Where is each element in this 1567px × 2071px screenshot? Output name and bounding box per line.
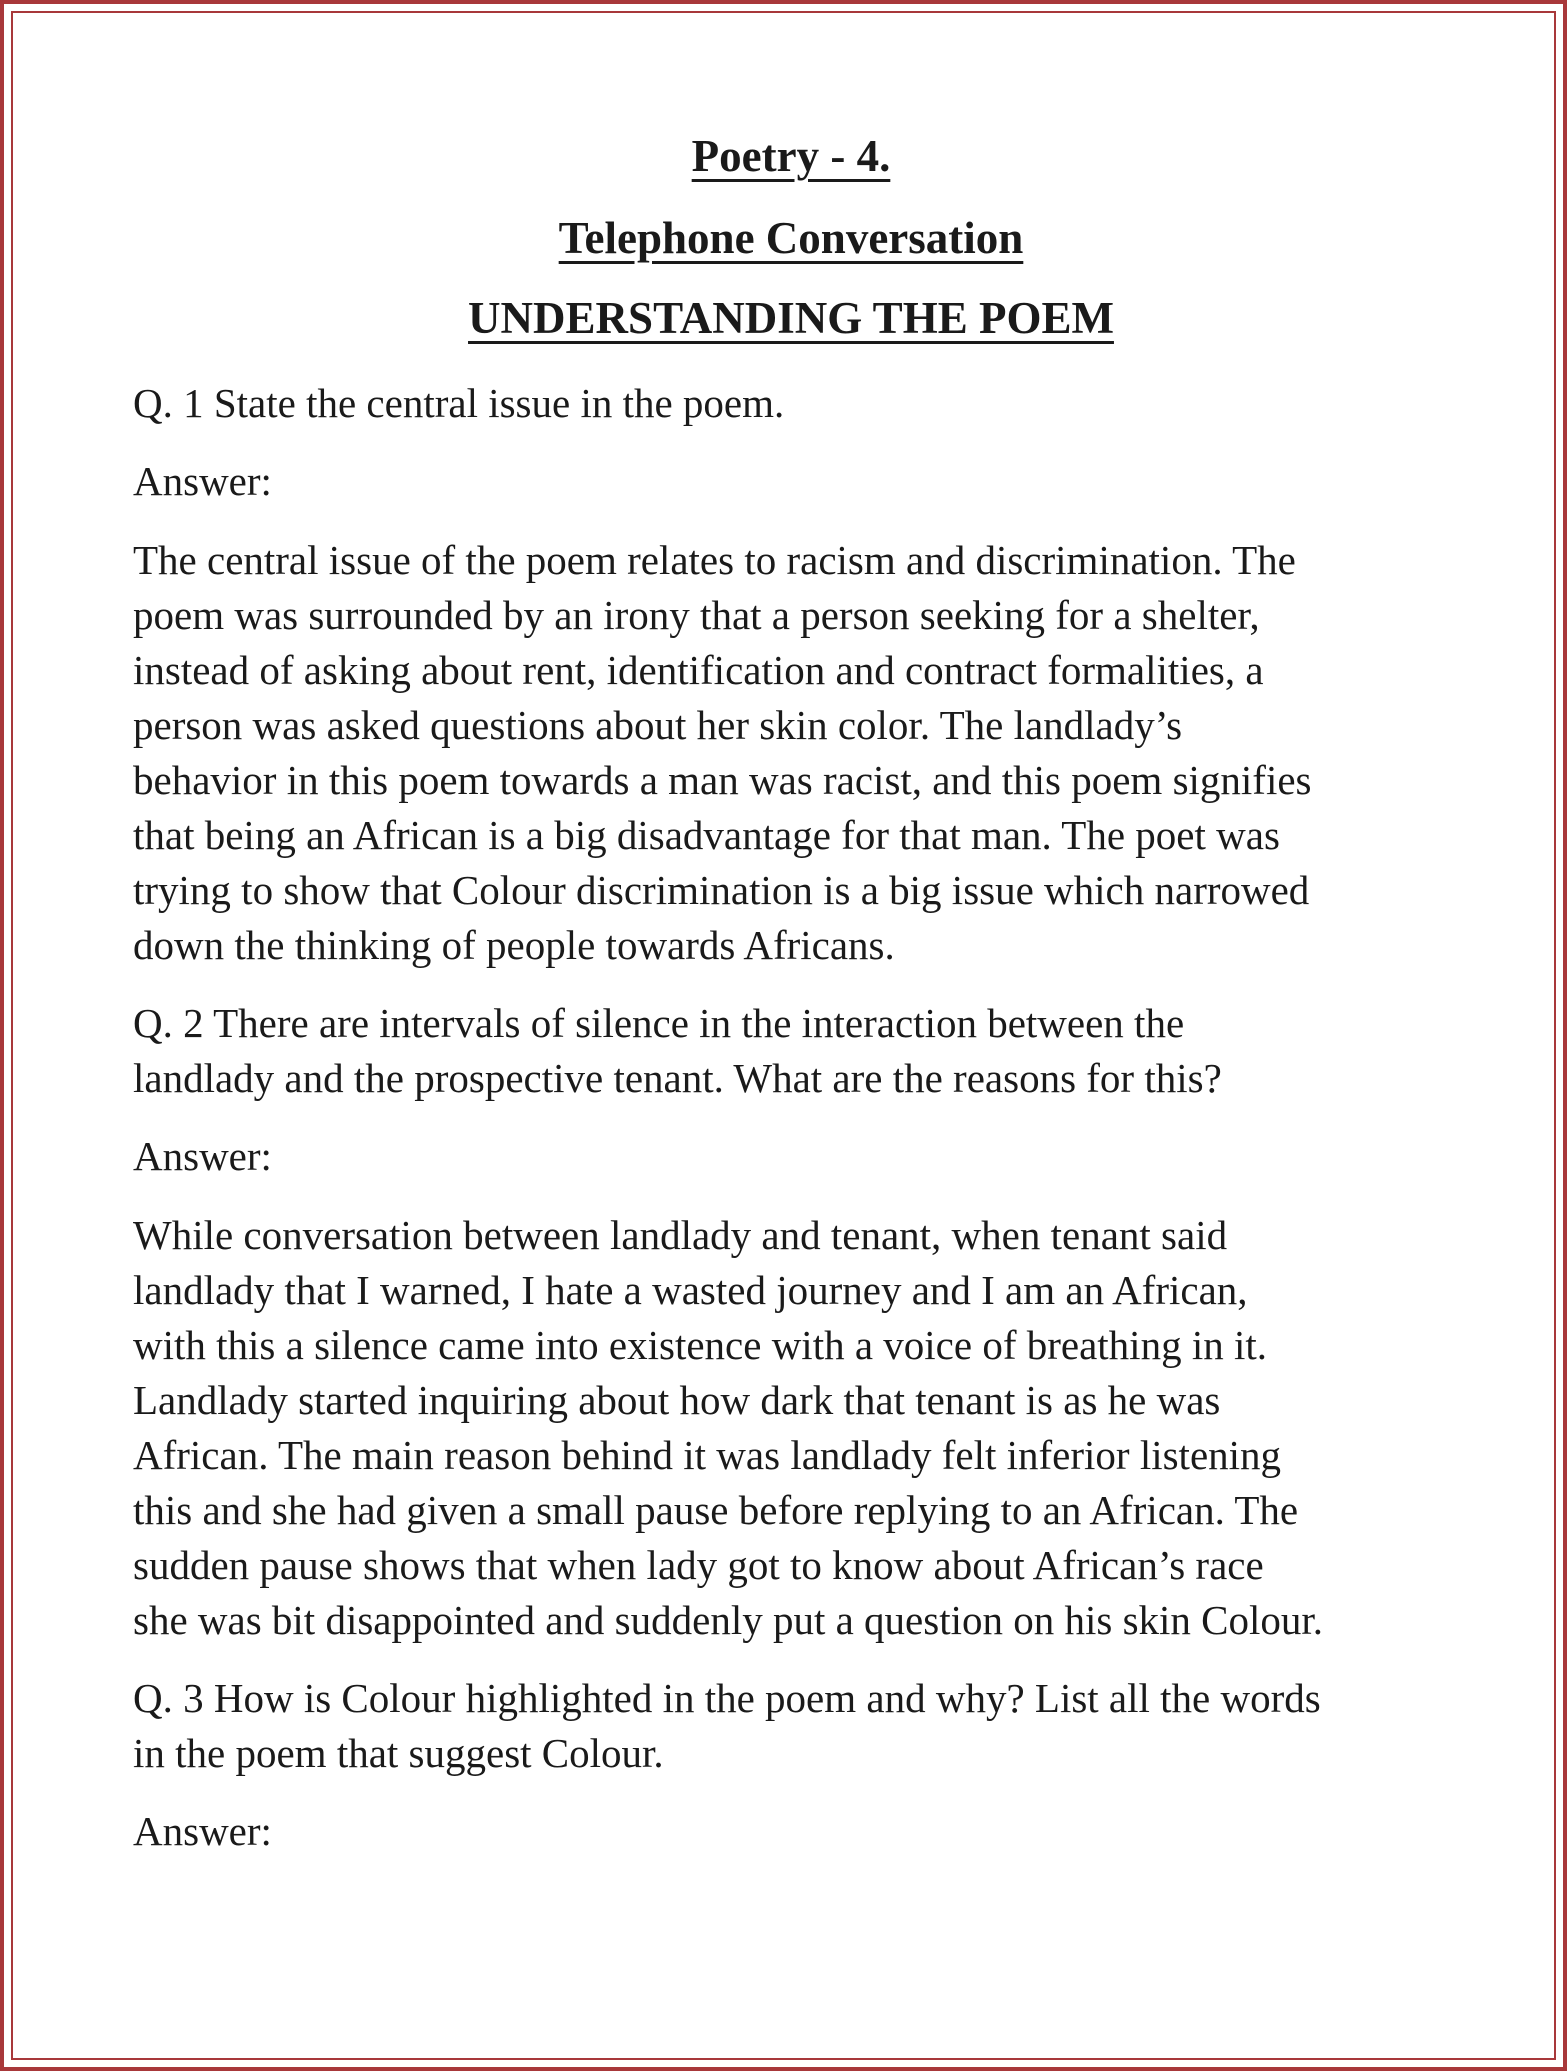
answer-2-line: with this a silence came into existence with a voice of breathing in it. — [133, 1322, 1267, 1368]
answer-3-label: Answer: — [133, 1808, 272, 1854]
section-heading: UNDERSTANDING THE POEM — [468, 293, 1114, 343]
answer-2-line: landlady that I warned, I hate a wasted journey and I am an African, — [133, 1267, 1248, 1313]
answer-2-line: this and she had given a small pause before replying to an African. The — [133, 1487, 1299, 1533]
answer-1-line: trying to show that Colour discrimination is a big issue which narrowed — [133, 867, 1310, 913]
answer-2-label: Answer: — [133, 1133, 272, 1179]
answer-2-line: While conversation between landlady and tenant, when tenant said — [133, 1212, 1228, 1258]
answer-1-line: that being an African is a big disadvantage for that man. The poet was — [133, 812, 1280, 858]
question-2-line: Q. 2 There are intervals of silence in the interaction between the — [133, 1000, 1185, 1046]
question-2-line: landlady and the prospective tenant. What are the reasons for this? — [133, 1055, 1222, 1101]
answer-2-line: sudden pause shows that when lady got to know about African’s race — [133, 1542, 1264, 1588]
answer-1-line: instead of asking about rent, identification and contract formalities, a — [133, 647, 1264, 693]
question-3 — [133, 1671, 1443, 1781]
answer-1-line: down the thinking of people towards Africans. — [133, 922, 895, 968]
answer-2-line: Landlady started inquiring about how dark that tenant is as he was — [133, 1377, 1221, 1423]
poetry-number-heading: Poetry - 4. — [691, 131, 891, 181]
question-2 — [133, 996, 1443, 1106]
question-3-line: Q. 3 How is Colour highlighted in the poem and why? List all the words — [133, 1675, 1321, 1721]
document-body — [133, 128, 1443, 1883]
poem-title-heading: Telephone Conversation — [558, 213, 1024, 263]
question-3-line: in the poem that suggest Colour. — [133, 1730, 664, 1776]
answer-1-line: person was asked questions about her skin color. The landlady’s — [133, 702, 1183, 748]
answer-2-text — [133, 1208, 1443, 1648]
answer-1-line: behavior in this poem towards a man was racist, and this poem signifies — [133, 757, 1312, 803]
answer-1-label: Answer: — [133, 458, 272, 504]
answer-2-line: she was bit disappointed and suddenly put a question on his skin Colour. — [133, 1597, 1324, 1643]
answer-1-line: poem was surrounded by an irony that a person seeking for a shelter, — [133, 592, 1260, 638]
answer-1-text — [133, 533, 1443, 973]
answer-2-line: African. The main reason behind it was landlady felt inferior listening — [133, 1432, 1282, 1478]
question-1: Q. 1 State the central issue in the poem. — [133, 380, 785, 426]
answer-1-line: The central issue of the poem relates to racism and discrimination. The — [133, 537, 1296, 583]
